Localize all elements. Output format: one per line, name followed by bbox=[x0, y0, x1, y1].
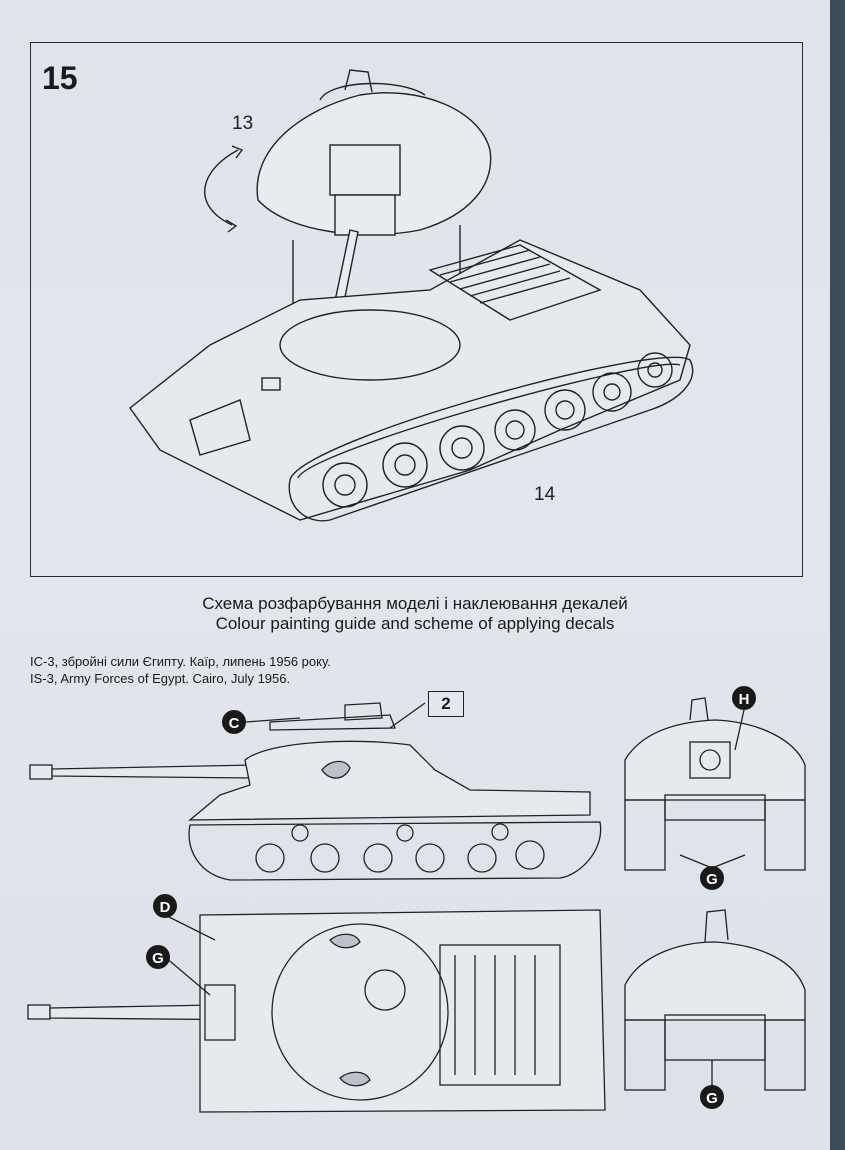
variant-caption-en: IS-3, Army Forces of Egypt. Cairo, July 1956. bbox=[30, 671, 291, 686]
callout-part-13: 13 bbox=[232, 113, 254, 134]
variant-caption-ua: ІС-3, збройні сили Єгипту. Каїр, липень 1956 року. bbox=[30, 654, 331, 669]
marker-g-rear bbox=[700, 866, 724, 890]
step-number: 15 bbox=[42, 60, 78, 96]
marker-h-label: H bbox=[738, 691, 750, 708]
marker-g-rear-label: G bbox=[706, 871, 718, 888]
marker-h bbox=[732, 686, 756, 710]
marker-g-front bbox=[700, 1085, 724, 1109]
decal-number-box: 2 bbox=[428, 691, 464, 717]
painting-guide-heading-en: Colour painting guide and scheme of applying decals bbox=[215, 614, 615, 633]
marker-c-label: C bbox=[228, 715, 240, 732]
marker-d-label: D bbox=[159, 899, 171, 916]
marker-g-top-label: G bbox=[152, 950, 164, 967]
callout-part-14: 14 bbox=[534, 484, 556, 505]
painting-guide-heading-ua: Схема розфарбування моделі і наклеювання декалей bbox=[202, 594, 628, 613]
marker-c bbox=[222, 710, 246, 734]
marker-g-front-label: G bbox=[706, 1090, 718, 1107]
marker-g-top bbox=[146, 945, 170, 969]
marker-d bbox=[153, 894, 177, 918]
